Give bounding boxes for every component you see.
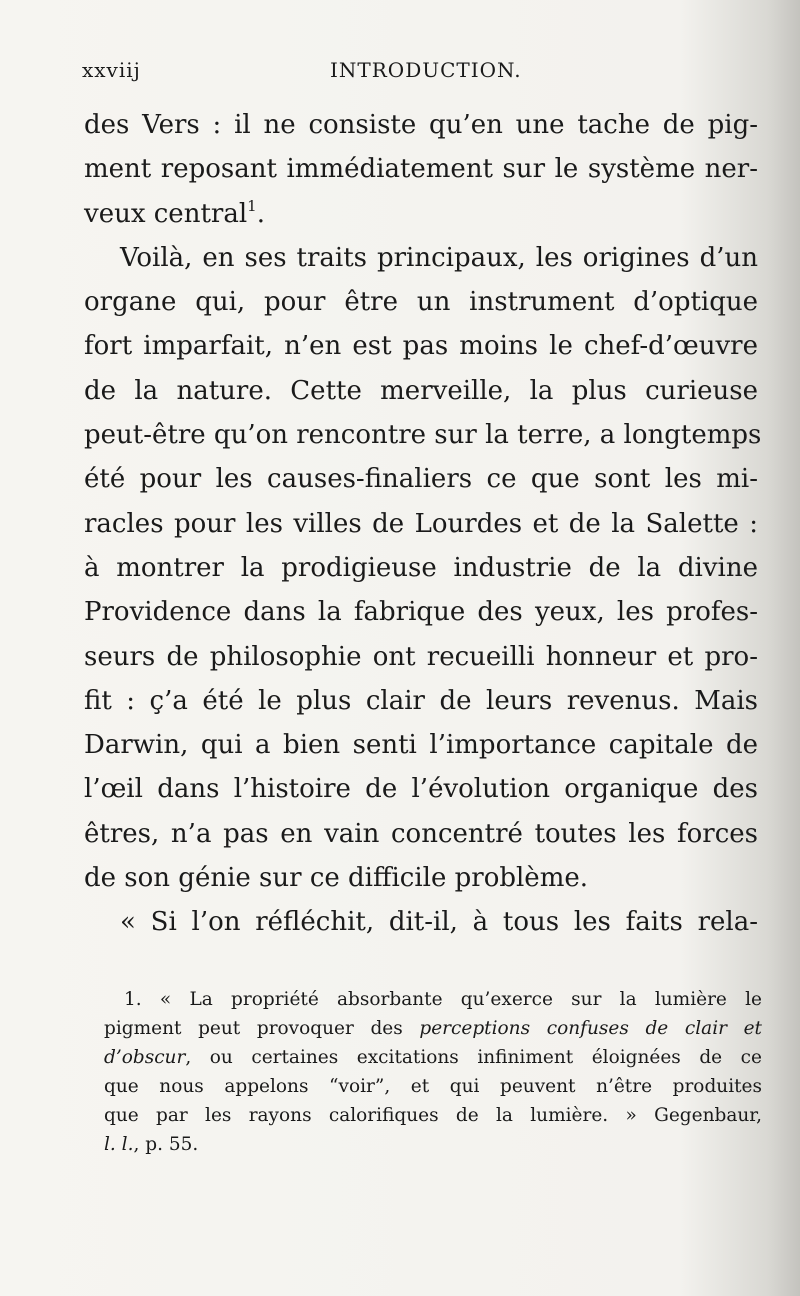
text-line: peut-être qu’on rencontre sur la terre, a longtemps <box>84 420 762 451</box>
text-line: à montrer la prodigieuse industrie de la divine <box>84 552 758 583</box>
footnote-block <box>104 985 762 1159</box>
text-line: des Vers : il ne consiste qu’en une tache de pig- <box>84 110 758 140</box>
italic-fragment: l. l. <box>104 1134 134 1155</box>
text-fragment: , ou certaines excitations infiniment éloignées de ce <box>185 1047 762 1068</box>
text-line: de la nature. Cette merveille, la plus curieuse <box>84 375 758 406</box>
text-line: de son génie sur ce difficile problème. <box>84 863 589 894</box>
text-line: seurs de philosophie ont recueilli honneur et pro- <box>84 641 758 672</box>
text-line: êtres, n’a pas en vain concentré toutes les forces <box>84 818 758 849</box>
main-text <box>84 103 762 945</box>
footnote-line: 1. « La propriété absorbante qu’exerce sur la lumière le <box>124 989 762 1010</box>
text-line: « Si l’on réfléchit, dit-il, à tous les faits rela- <box>120 907 758 938</box>
text-line: fit : ç’a été le plus clair de leurs revenus. Mais <box>84 685 758 716</box>
text-line <box>84 192 758 236</box>
text-line: été pour les causes-finaliers ce que sont les mi- <box>84 464 758 495</box>
text-line: fort imparfait, n’en est pas moins le chef-d’œuvre <box>84 331 758 362</box>
text-line: Darwin, qui a bien senti l’importance capitale de <box>84 730 758 761</box>
footnote-line: que nous appelons “voir”, et qui peuvent n’être produites <box>104 1076 762 1097</box>
footnote-line: que par les rayons calorifiques de la lumière. » Gegenbaur, <box>104 1105 762 1126</box>
text-line: racles pour les villes de Lourdes et de la Salette : <box>84 508 758 539</box>
footnote-marker[interactable]: 1 <box>247 196 257 215</box>
page-header <box>82 58 758 88</box>
footnote-line <box>104 1130 762 1159</box>
footnote-line <box>104 1014 762 1043</box>
text-fragment: , p. 55. <box>133 1134 199 1155</box>
text-line: l’œil dans l’histoire de l’évolution organique des <box>84 774 758 805</box>
italic-fragment: d’obscur <box>104 1047 186 1068</box>
page-number: xxviij <box>82 58 141 82</box>
text-fragment: pigment peut provoquer des <box>104 1018 420 1039</box>
text-line: Providence dans la fabrique des yeux, les profes- <box>84 597 758 628</box>
text-line: Voilà, en ses traits principaux, les origines d’un <box>120 242 758 273</box>
text-line: ment reposant immédiatement sur le système ner- <box>84 154 758 185</box>
text-fragment: . <box>256 198 265 229</box>
footnote-line <box>104 1043 762 1072</box>
italic-fragment: perceptions confuses de clair et <box>419 1018 762 1039</box>
text-fragment: veux central <box>84 198 248 229</box>
text-line: organe qui, pour être un instrument d’optique <box>84 287 758 318</box>
running-head: INTRODUCTION. <box>330 58 522 82</box>
